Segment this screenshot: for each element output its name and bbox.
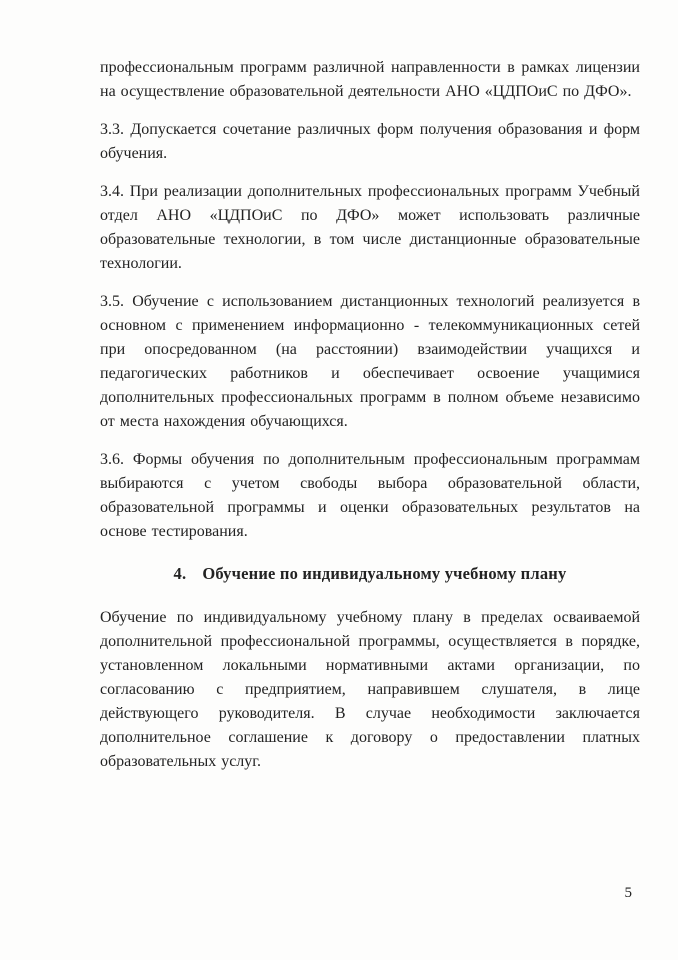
paragraph-3-6: 3.6. Формы обучения по дополнительным профессиональным программам выбираются с учетом свободы выбора образовательной области, образовательной программы и оценки образовательных результатов на основе тестирования. — [100, 451, 640, 540]
section-title: Обучение по индивидуальному учебному плану — [202, 564, 567, 583]
paragraph-3-5: 3.5. Обучение с использованием дистанционных технологий реализуется в основном с применением информационно - телекоммуникационных сетей при опосредованном (на расстоянии) взаимодействии учащихся и педагогических работников и обеспечивает освоение учащимися дополнительных профессиональных программ в полном объеме независимо от места нахождения обучающихся. — [100, 293, 640, 430]
page-number: 5 — [624, 885, 632, 901]
paragraph-3-3: 3.3. Допускается сочетание различных форм получения образования и форм обучения. — [100, 121, 640, 162]
section-heading — [100, 562, 640, 586]
paragraph-individual-plan: Обучение по индивидуальному учебному плану в пределах осваиваемой дополнительной профессиональной программы, осуществляется в порядке, установленном локальными нормативными актами организации, по согласованию с предприятием, направившем слушателя, в лице действующего руководителя. В случае необходимости заключается дополнительное соглашение к договору о предоставлении платных образовательных услуг. — [100, 609, 640, 770]
paragraph-license-continuation: профессиональным программ различной направленности в рамках лицензии на осуществление образовательной деятельности АНО «ЦДПОиС по ДФО». — [100, 59, 640, 100]
section-number: 4. — [173, 564, 187, 583]
paragraph-3-4: 3.4. При реализации дополнительных профессиональных программ Учебный отдел АНО «ЦДПОиС по ДФО» может использовать различные образовательные технологии, в том числе дистанционные образовательные технологии. — [100, 183, 640, 272]
document-text-block — [100, 56, 640, 788]
